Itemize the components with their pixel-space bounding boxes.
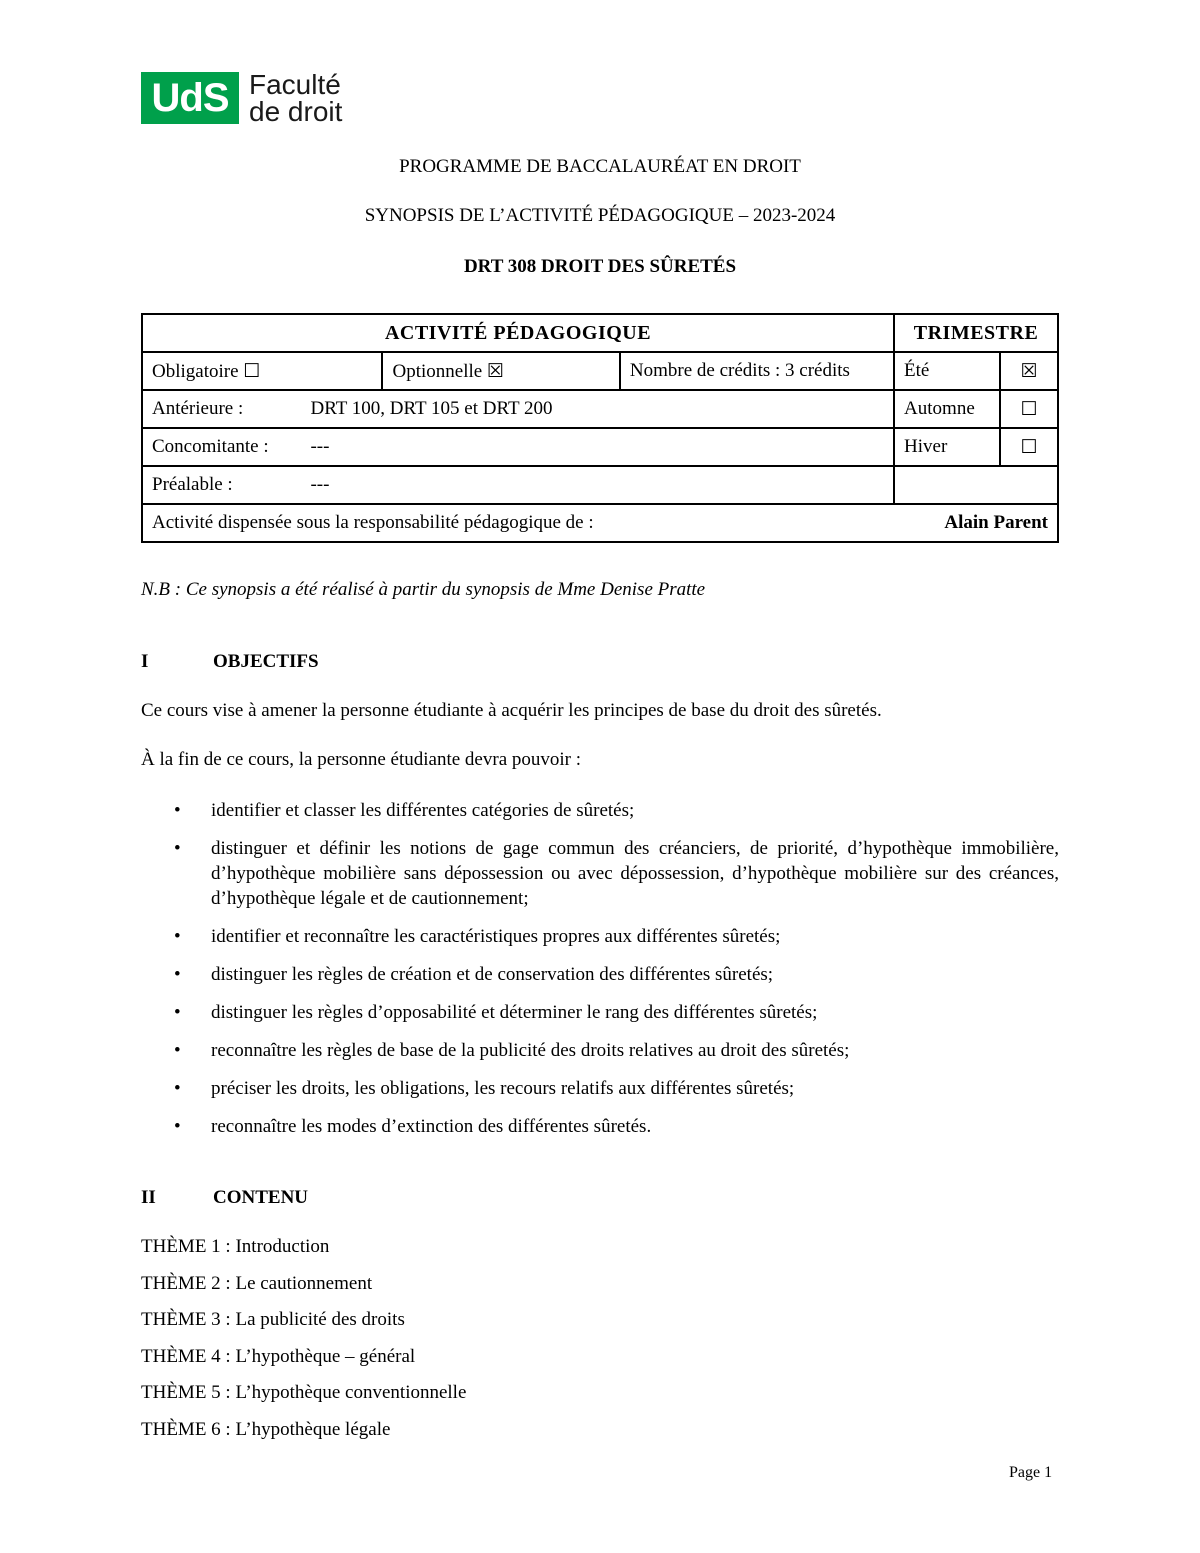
list-item: • distinguer et définir les notions de gage commun des créanciers, de priorité, d’hypothèque immobilière, d’hypothèque mobilière sans dépossession ou avec dépossession, d’hypothèque mobilière sur des créances, d’hypothèque légale et de cautionnement; [174,838,1059,909]
prior-label: Antérieure : [142,390,382,428]
activity-header: ACTIVITÉ PÉDAGOGIQUE [142,314,894,352]
term-summer-label: Été [894,352,1000,390]
credits: Nombre de crédits : 3 crédits [620,352,894,390]
list-item: • identifier et classer les différentes catégories de sûretés; [174,800,635,821]
term-winter-box: ☐ [1000,428,1058,466]
synopsis-title: SYNOPSIS DE L’ACTIVITÉ PÉDAGOGIQUE – 2023-2024 [364,205,836,226]
page-number: Page 1 [1009,1464,1053,1481]
section-title: OBJECTIFS [213,651,319,672]
list-item: • préciser les droits, les obligations, les recours relatifs aux différentes sûretés; [174,1078,795,1099]
concurrent-value [310,428,894,466]
section-number: I [141,651,149,672]
themes-list [141,1236,466,1455]
list-item: • identifier et reconnaître les caractéristiques propres aux différentes sûretés; [174,926,781,947]
faculty-logo [141,71,342,125]
list-item: • distinguer les règles d’opposabilité et déterminer le rang des différentes sûretés; [174,1002,818,1023]
empty-term-cell [894,466,1058,504]
prior-value [310,390,894,428]
term-fall-label: Automne [894,390,1000,428]
term-fall-box: ☐ [1000,390,1058,428]
concurrent-courses: --- [310,436,330,457]
responsibility-row [142,504,1058,542]
objectives-list [141,798,1059,1152]
theme-item: THÈME 2 : Le cautionnement [141,1272,373,1294]
theme-item: THÈME 3 : La publicité des droits [141,1309,405,1330]
logo-line-1: Faculté [249,69,341,100]
prerequisite-label: Préalable : [142,466,382,504]
bullet: • [174,838,181,859]
list-item: • reconnaître les règles de base de la publicité des droits relatives au droit des sûretés; [174,1040,850,1061]
prerequisite-value [310,466,894,504]
optional-checkbox: Optionnelle ☒ [382,352,619,390]
bullet: • [174,1002,181,1023]
objectives-lead: À la fin de ce cours, la personne étudiante devra pouvoir : [141,749,582,770]
prior-courses: DRT 100, DRT 105 et DRT 200 [310,398,553,419]
prerequisite-courses: --- [310,474,330,495]
term-header: TRIMESTRE [894,314,1058,352]
course-title: DRT 308 DROIT DES SÛRETÉS [463,256,737,277]
section-number: II [141,1187,156,1208]
uds-logo-mark: UdS [141,72,239,124]
term-summer-box: ☒ [1000,352,1058,390]
responsible-name: Alain Parent [944,512,1048,533]
bullet: • [174,1078,181,1099]
section-title: CONTENU [213,1187,309,1208]
bullet: • [174,800,181,821]
theme-item: THÈME 6 : L’hypothèque légale [141,1418,391,1440]
list-item: • distinguer les règles de création et de conservation des différentes sûretés; [174,964,774,985]
term-winter-label: Hiver [894,428,1000,466]
bullet: • [174,1116,181,1137]
section-content-heading [141,1187,308,1209]
bullet: • [174,964,181,985]
list-item: • reconnaître les modes d’extinction des différentes sûretés. [174,1116,652,1137]
logo-line-2: de droit [249,96,343,127]
theme-item: THÈME 4 : L’hypothèque – général [141,1345,416,1367]
concurrent-label: Concomitante : [142,428,382,466]
theme-item: THÈME 1 : Introduction [141,1236,330,1257]
responsibility-label: Activité dispensée sous la responsabilité pédagogique de : [152,512,594,533]
course-info-table [141,313,1059,543]
synopsis-note: N.B : Ce synopsis a été réalisé à partir du synopsis de Mme Denise Pratte [141,579,706,600]
theme-item: THÈME 5 : L’hypothèque conventionnelle [141,1382,467,1403]
program-title: PROGRAMME DE BACCALAURÉAT EN DROIT [399,156,801,177]
bullet: • [174,926,181,947]
section-objectives-heading [141,651,319,673]
objectives-intro: Ce cours vise à amener la personne étudiante à acquérir les principes de base du droit des sûretés. [141,700,882,721]
bullet: • [174,1040,181,1061]
mandatory-checkbox: Obligatoire ☐ [142,352,382,390]
logo-wordmark [249,71,342,125]
